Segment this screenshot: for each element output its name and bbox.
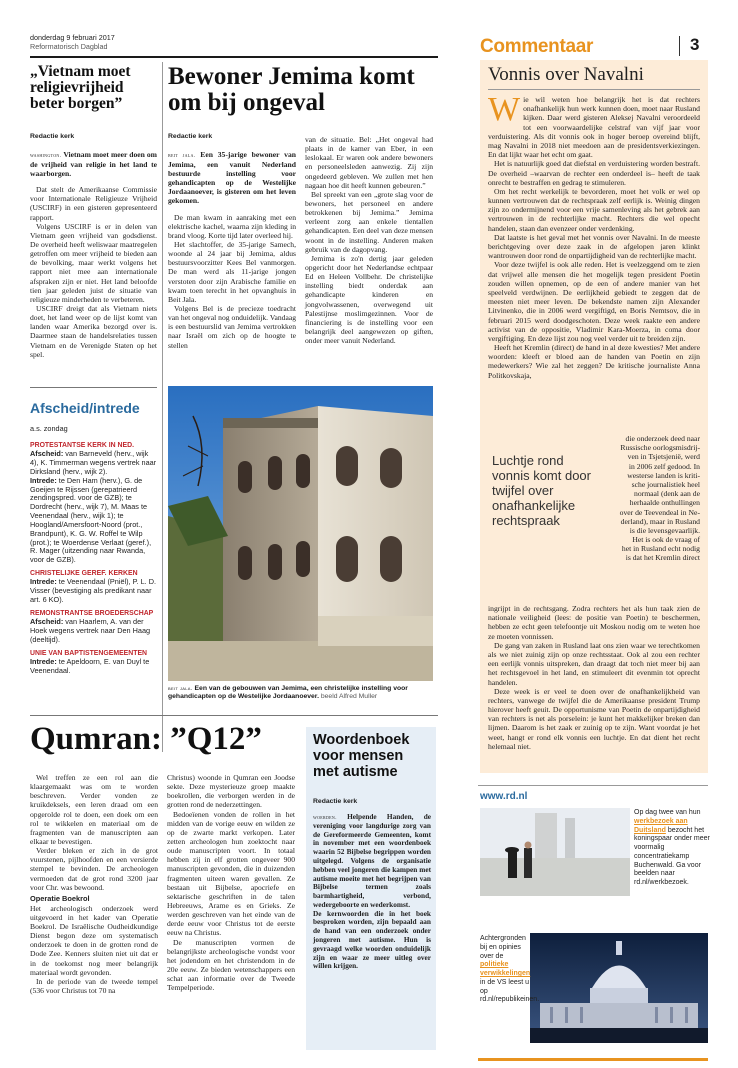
link-werkbezoek[interactable]: werkbezoek aan Duitsland <box>634 817 688 834</box>
commentaar-title: Vonnis over Navalni <box>488 64 644 85</box>
jemima-photo <box>168 386 433 681</box>
masthead-paper: Reformatorisch Dagblad <box>30 42 108 51</box>
afscheid-title: Afscheid/intrede <box>30 400 140 416</box>
afscheid-rule <box>30 387 157 388</box>
web-rule <box>478 785 708 786</box>
bottom-accent <box>478 1058 708 1061</box>
jemima-col2: van de situatie. Bel: „Het ongeval had plaats in de kamer van Eber, in een leslokaal. Er waren ook andere bewoners en personeelsleden aanwezig. Zij zijn ongedeerd gebleven. We zullen met hen nagaan hoe dit heeft kunnen gebeuren.” Bel spreekt van een „grote slag voor de bewoners, het personeel en andere betrokkenen bij Jemima.” Jemima verleent zorg aan enkele tientallen gehandicapten. Een deel van deze mensen woont in de instelling. Anderen maken gebruik van de dagopvang. Jemima is zo'n dertig jaar geleden opgericht door het Nederlandse echtpaar Ed en Heleen Vollbehr. De christelijke instelling biedt onderdak aan gehandicapte kinderen en jongvolwassenen, overwegend uit Palestijnse moslimgezinnen. Voor de financiering is de instelling voor een belangrijk deel aangewezen op giften, onder meer vanuit Nederland. <box>305 135 433 346</box>
section-divider <box>679 36 680 56</box>
pull-quote: Luchtje rond vonnis komt door twijfel over onafhankelijke rechtspraak <box>492 453 591 528</box>
qumran-col2: Christus) woonde in Qumran een Joodse sekte. Deze mysterieuze groep maakte boekrollen, die verborgen werden in de grotten rond de nederzettingen. Bedoeïenen vonden de rollen in het midden van de vorige eeuw en wilden ze op de zwarte markt verkopen. Later zetten archeologen hun zoektocht naar oude manuscripten voort. In totaal hebben zij in elf grotten ongeveer 900 manuscripten gevonden, die in duizenden fragmenten uiteen waren gevallen. Ze bestaan uit Bijbelse, apocriefe en sektarische geschriften in de talen Hebreeuws, Arame es en Grieks. Ze werden geschreven van het einde van de derde eeuw voor Christus tot de eerste eeuw na Christus. De manuscripten vormen de belangrijkste archeologische vondst voor het jodendom en het christendom in de 20e eeuw. Ze bieden wetenschappers een schat aan informatie over de Tweede Tempelperiode. <box>167 773 295 993</box>
qumran-headline: Qumran: ”Q12” <box>30 721 262 757</box>
lower-rule <box>30 715 438 716</box>
afscheid-list: PROTESTANTSE KERK IN NED. Afscheid: van Barneveld (herv., wijk 4), K. Timmerman wegens vertrek naar Dirksland (herv., wijk 2). Intrede: te Den Ham (herv.), G. de Goeijen te Rijssen (gerepatrieerd zendingspred. voor de GZB); te Dordrecht (herv., wijk 7), M. Maas te Veenendaal (herv., wijk 1); te Hoogland/Amersfoort-Noord (prot., Brandpunt), K. G. W. Roffel te Wilp (prot.); te Woerdense Verlaat (geref.), R. Mager (uitzending naar Rwanda, voor de GZB). CHRISTELIJKE GEREF. KERKEN Intrede: te Veenendaal (Pniël), P. L. D. Visser (bevestiging als predikant naar art. 6 KO). REMONSTRANTSE BROEDERSCHAP Afscheid: van Haarlem, A. van der Hoek wegens vertrek naar Den Haag (deeltijd). UNIE VAN BAPTISTENGEMEENTEN Intrede: te Apeldoorn, E. van Duyl te Veenendaal. <box>30 442 157 675</box>
commentaar-wrap: die onderzoek deed naar Russische oorlogsmisdrij- ven in Tsjetsjenië, werd in 2006 zelf gedood. In westerse landen is kriti- sche journalistiek heel normaal (denk aan de herhaalde onthullingen over de Teevendeal in Ne- derland), maar in Rusland is die levensgevaarlijk. Het is ook de vraag of het in Rusland echt nodig is dat het Kremlin direct <box>619 434 700 563</box>
web-promo-2: Achtergronden bij en opinies over de politieke verwikkelingen in de VS leest u op rd.nl/republikeinen. <box>480 935 540 1004</box>
woordenboek-byline: Redactie kerk <box>313 798 358 805</box>
dropcap: W <box>488 91 521 128</box>
afscheid-subtitle: a.s. zondag <box>30 424 68 433</box>
jemima-headline: Bewoner Jemima komt om bij ongeval <box>168 63 415 116</box>
vietnam-article: washington. Vietnam moet meer doen om de vrijheid van religie in het land te waarborgen. Dat stelt de Amerikaanse Commissie voor Internationale Religieuze Vrijheid (USCIRF) in een gisteren gepresenteerd rapport. Volgens USCIRF is er in delen van Vietnam geen vrijheid van godsdienst. De overheid heeft weliswaar maatregelen getroffen om meer vrijheid te bieden aan de bevolking, maar werkt volgens het rapport niet mee aan internationale afspraken zijn er niet. Het land beloofde tien jaar geleden juist de situatie van religieuze minderheden te verbeteren. USCIRF dreigt dat als Vietnam niets doet, het land weer op de lijst komt van landen waar Amerika bezorgd over is. Daarmee staan de handelsrelaties tussen Vietnam en de Verenigde Staten op het spel. <box>30 150 157 359</box>
web-url[interactable]: www.rd.nl <box>480 791 528 802</box>
jemima-byline: Redactie kerk <box>168 133 213 140</box>
capitol-photo <box>530 933 708 1043</box>
commentaar-body: W ie wil weten hoe belangrijk het is dat rechters onafhankelijk hun werk kunnen doen, moet naar Rusland kijken. Daar werd gisteren Aleksej Navalni veroordeeld tot een voorwaardelijke celstraf van vijf jaar voor verduistering. Als dit vonnis ook in hoger beroep overeind blijft, mag Navalni in 2018 niet meedoen aan de presidentsverkiezingen. En dat lijkt waar het echt om gaat. Het is natuurlijk goed dat diefstal en verduistering worden bestraft. De overheid –waarvan de rechter een onderdeel is– heeft de taak onrecht te bestraffen en gedrag te stimuleren. Om het recht werkelijk te bevorderen, moet het volk er wel op kunnen vertrouwen dat de rechtspraak zelf eerlijk is. Weinig dingen zijn zo ondermijnend voor een vrije samenleving als het gebrek aan vertrouwen in de rechterlijke macht. Rechters die wel opecht handelen, staan dan evenzeer onder verdenking. Dat laatste is het geval met het vonnis over Navalni. In de meeste berichtgeving over deze zaak in de afgelopen jaren klinkt wantrouwen door rond de onpartijdigheid van de rechterlijke macht. Voor deze twijfel is ook alle reden. Het is veelzeggend om te zien dat vrijwel alle mensen die het mogelijk tegen president Poetin zouden willen opnemen, op de een of andere manier van het speelveld verdwijnen. De eerlijkheid gebiedt te zeggen dat de meesten niet meer leven. De bekendste namen zijn Alexander Litvinenko, die in 2006 werd vergiftigd, en Boris Nemtsov, die in februari 2015 werd doodgeschoten. Deze week raakte een andere activist van de oppositie, Vladimir Kara-Moerza, in coma door vergiftiging. En deze lijst zou nog veel verder uit te breiden zijn. Heeft het Kremlin (direct) de hand in al deze kwesties? Met andere woorden: kleeft er bloed aan de handen van Poetin en zijn medewerkers? Wie zal het zeggen? De kritische journaliste Anna Politkovskaja, <box>488 91 700 380</box>
vietnam-headline: „Vietnam moet religievrijheid beter borgen” <box>30 63 131 112</box>
masthead-date: donderdag 9 februari 2017 <box>30 33 115 42</box>
vietnam-byline: Redactie kerk <box>30 133 75 140</box>
section-title: Commentaar <box>480 36 594 57</box>
qumran-col1: Wel treffen ze een rol aan die klaargemaakt was om te worden beschreven. Verder vonden ze kruikdeksels, een leren draad om een opgerolde rol te doen, een doek om een rol te wikkelen en materiaal om de fragmenten van de manuscripten aan elkaar te bevestigen. Verder bleken er zich in de grot vuurstenen, pijlhoofden en een versierde stempel te bevinden. De archeologen vermoeden dat de grot rond 3200 jaar voor Chr. was bewoond. Operatie Boekrol Het archeologisch onderzoek werd uitgevoerd in het kader van Operatie Boekrol. De Israëlische Oudheidkundige Dienst begon deze om systematisch onderzoek te doen in de grotten rond de Dode Zee. Kenners sluiten niet uit dat er in de toekomst nog meer belangrijk materiaal wordt gevonden. In de periode van de tweede tempel (536 voor Christus tot 70 na <box>30 773 158 996</box>
page-number: 3 <box>690 35 700 54</box>
buchenwald-photo <box>480 808 630 896</box>
commentaar-title-rule <box>488 89 700 90</box>
jemima-col1: beit jala. Een 35-jarige bewoner van Jemima, een vanuit Nederland bestuurde instelling voor gehandicapten op de Westelijke Jordaanoever, is gisteren om het leven gekomen. De man kwam in aanraking met een elektrische kachel, waarna zijn kleding in brand vloog. Korte tijd later overleed hij. Het slachtoffer, de 35-jarige Samech, woonde al 24 jaar bij Jemima, aldus bestuursvoorzitter Kees Bel vanmorgen. De man werd als 11-jarige jongen verstoten door zijn Arabische familie en kwam toen terecht in het opvanghuis in Beit Jala. Volgens Bel is de precieze toedracht van het ongeval nog onduidelijk. Vandaag is een bestuurslid van Jemima vertrokken naar Israël om zich op de hoogte te stellen <box>168 150 296 350</box>
top-rule <box>30 56 438 58</box>
woordenboek-headline: Woordenboek voor mensen met autisme <box>313 732 410 780</box>
photo-caption: beit jala. Een van de gebouwen van Jemima, een christelijke instelling voor gehandicapten op de Westelijke Jordaanoever. beeld Alfred Muller <box>168 685 408 701</box>
web-promo-1: Op dag twee van hun werkbezoek aan Duitsland bezocht het koningspaar onder meer voormalig concentratiekamp Buchenwald. Ga voor beelden naar rd.nl/werkbezoek. <box>634 809 710 886</box>
col-divider <box>162 62 163 752</box>
woordenboek-article: woerden. Helpende Handen, de vereniging voor langdurige zorg van de Gereformeerde Gemeenten, komt in november met een woordenboek waarin 52 Bijbelse begrippen worden uitgelegd. Volgens de organisatie hebben veel jongeren die kampen met autisme moeite met het begrijpen van Bijbelse termen zoals barmhartigheid, verbond, wedergeboorte en wederkomst. De kernwoorden die in het boek besproken worden, zijn bepaald aan de hand van een onderzoek onder jongeren met autisme. Hun is gevraagd welke woorden onduidelijk zijn en waar ze meer uitleg over willen krijgen. <box>313 812 432 971</box>
commentaar-body-2: ingrijpt in de rechtsgang. Zodra rechters het als hun taak zien de nationale veiligheid (lees: de positie van Poetin) te beschermen, hebben ze echt geen telefoontje uit Moskou nodig om te weten hoe ze moeten vonnissen. De gang van zaken in Rusland laat ons zien waar we terechtkomen als we niet zuinig zijn op onze rechtsstaat. Ook al zou een rechter een eerlijk vonnis uitspreken, dan draagt dat toch niet meer bij aan het rechtsgevoel in het land, en stimuleert dit evenmin tot oprecht handelen. Deze week is er veel te doen over de onafhankelijkheid van rechters, vanwege de twijfel die de Amerikaanse president Trump hierover heeft geuit. De opportunisme van Poetin de onpartijdigheid van rechters is net als porselein: je kunt het makkelijker breken dan lijmen. Daarom is het zaak er zuinig op te zijn. Want voordat je het weet, hangt er rond elk vonnis een luchtje. En dat dient het recht helemaal niet. <box>488 604 700 751</box>
link-politieke-verwikkelingen[interactable]: politieke verwikkelingen <box>480 961 531 977</box>
